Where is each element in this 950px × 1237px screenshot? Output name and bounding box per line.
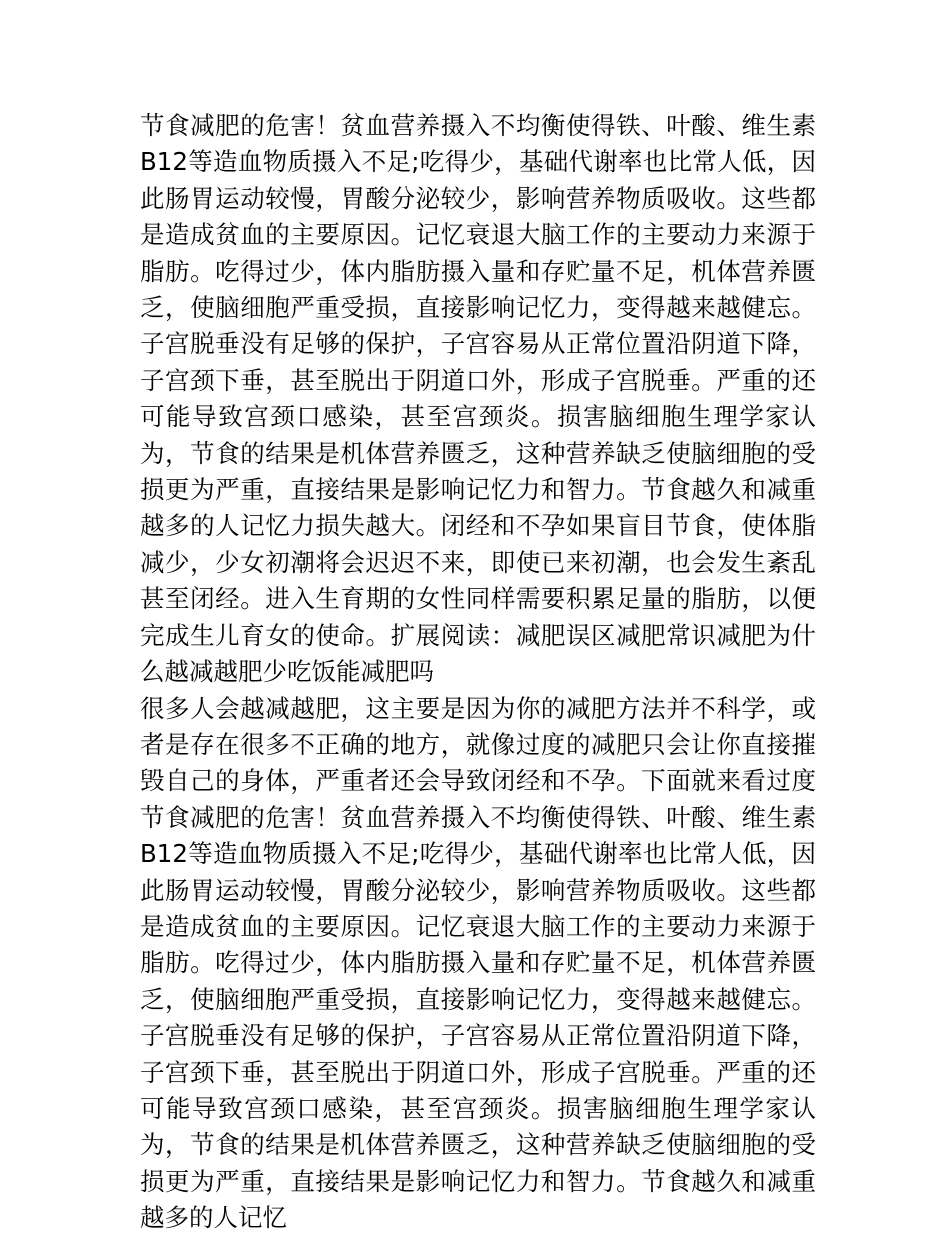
document-body — [140, 108, 816, 1237]
paragraph-2: 很多人会越减越肥，这主要是因为你的减肥方法并不科学，或者是存在很多不正确的地方，就像过度的减肥只会让你直接摧毁自己的身体，严重者还会导致闭经和不孕。下面就来看过度节食减肥的危害！贫血营养摄入不均衡使得铁、叶酸、维生素B12等造血物质摄入不足;吃得少，基础代谢率也比常人低，因此肠胃运动较慢，胃酸分泌较少，影响营养物质吸收。这些都是造成贫血的主要原因。记忆衰退大脑工作的主要动力来源于脂肪。吃得过少，体内脂肪摄入量和存贮量不足，机体营养匮乏，使脑细胞严重受损，直接影响记忆力，变得越来越健忘。子宫脱垂没有足够的保护，子宫容易从正常位置沿阴道下降，子宫颈下垂，甚至脱出于阴道口外，形成子宫脱垂。严重的还可能导致宫颈口感染，甚至宫颈炎。损害脑细胞生理学家认为，节食的结果是机体营养匮乏，这种营养缺乏使脑细胞的受损更为严重，直接结果是影响记忆力和智力。节食越久和减重越多的人记忆 — [140, 693, 816, 1233]
paragraph-1: 节食减肥的危害！贫血营养摄入不均衡使得铁、叶酸、维生素B12等造血物质摄入不足;吃得少，基础代谢率也比常人低，因此肠胃运动较慢，胃酸分泌较少，影响营养物质吸收。这些都是造成贫血的主要原因。记忆衰退大脑工作的主要动力来源于脂肪。吃得过少，体内脂肪摄入量和存贮量不足，机体营养匮乏，使脑细胞严重受损，直接影响记忆力，变得越来越健忘。子宫脱垂没有足够的保护，子宫容易从正常位置沿阴道下降，子宫颈下垂，甚至脱出于阴道口外，形成子宫脱垂。严重的还可能导致宫颈口感染，甚至宫颈炎。损害脑细胞生理学家认为，节食的结果是机体营养匮乏，这种营养缺乏使脑细胞的受损更为严重，直接结果是影响记忆力和智力。节食越久和减重越多的人记忆力损失越大。闭经和不孕如果盲目节食，使体脂减少，少女初潮将会迟迟不来，即使已来初潮，也会发生紊乱甚至闭经。进入生育期的女性同样需要积累足量的脂肪，以便完成生儿育女的使命。扩展阅读：减肥误区减肥常识减肥为什么越减越肥少吃饭能减肥吗 — [140, 111, 816, 687]
